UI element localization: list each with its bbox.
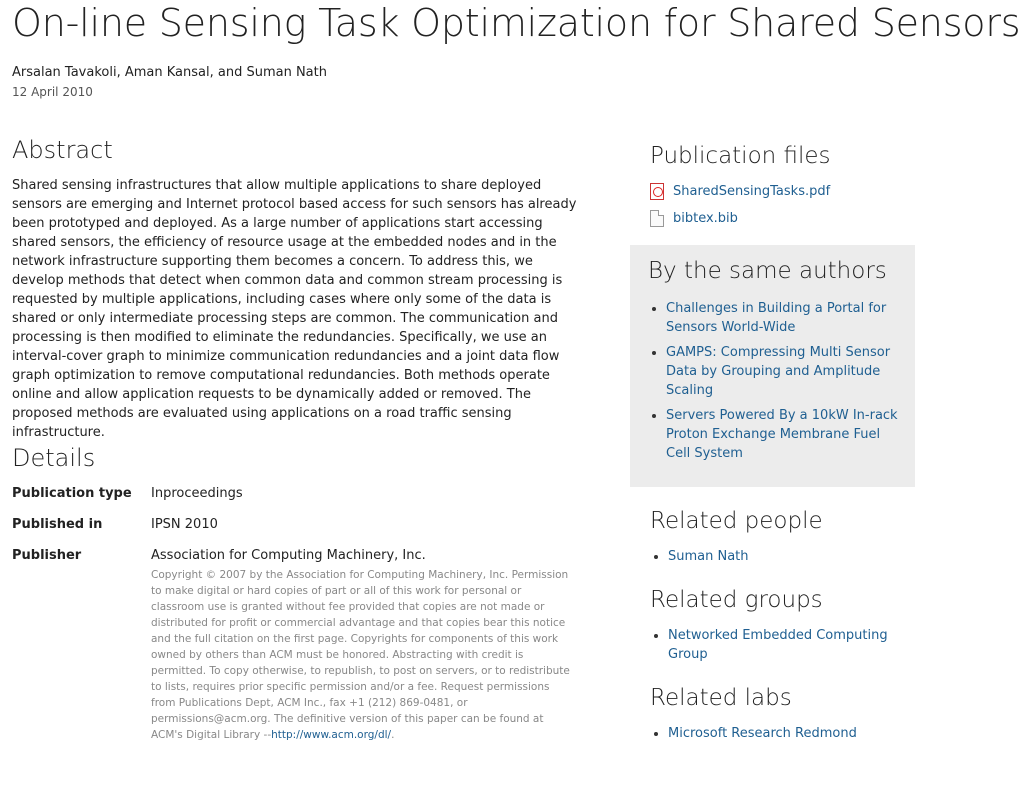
list-item (668, 724, 915, 743)
details-row-published-in (12, 515, 582, 534)
same-author-link[interactable]: GAMPS: Compressing Multi Sensor Data by Grouping and Amplitude Scaling (666, 345, 891, 398)
list-item (668, 547, 915, 566)
document-icon (650, 210, 664, 227)
list-item (668, 626, 915, 664)
details-row-type (12, 484, 582, 503)
details-label: Published in (12, 517, 103, 532)
main-content (12, 134, 582, 743)
copyright-notice (151, 567, 576, 743)
page-title: On-line Sensing Task Optimization for Shared Sensors (12, 1, 1020, 45)
publisher-name: Association for Computing Machinery, Inc. (151, 548, 426, 563)
details-value-publisher (151, 546, 582, 743)
copyright-text: Copyright © 2007 by the Association for Computing Machinery, Inc. Permission to make digital or hard copies of part or all of this work for personal or classroom use is granted without fee provided that copies are not made or distributed for profit or commercial advantage and that copies bear this notice and the full citation on the first page. Copyrights for components of this work owned by others than ACM must be honored. Abstracting with credit is permitted. To copy otherwise, to republish, to post on servers, or to redistribute to lists, requires prior specific permission and/or a fee. Request permissions from Publications Dept, ACM Inc., fax +1 (212) 869-0481, or permissions@acm.org. The definitive version of this paper can be found at ACM's Digital Library -- (151, 569, 570, 741)
related-labs-section (630, 682, 915, 743)
related-labs-heading: Related labs (650, 685, 792, 711)
related-person-link[interactable]: Suman Nath (668, 549, 749, 564)
details-value: IPSN 2010 (151, 517, 218, 532)
file-item (650, 182, 915, 201)
same-author-link[interactable]: Servers Powered By a 10kW In-rack Proton Exchange Membrane Fuel Cell System (666, 408, 898, 461)
file-item (650, 209, 915, 228)
related-people-heading: Related people (650, 508, 823, 534)
acm-dl-link[interactable]: http://www.acm.org/dl/ (271, 729, 392, 741)
related-people-list (650, 547, 915, 566)
related-people-section (630, 505, 915, 566)
same-authors-heading: By the same authors (648, 258, 887, 284)
related-group-link[interactable]: Networked Embedded Computing Group (668, 628, 888, 662)
details-row-publisher (12, 546, 582, 743)
related-labs-list (650, 724, 915, 743)
related-groups-heading: Related groups (650, 587, 823, 613)
sidebar (630, 140, 915, 749)
list-item (666, 299, 899, 337)
list-item (666, 343, 899, 400)
related-groups-section (630, 584, 915, 664)
publication-date: 12 April 2010 (12, 85, 93, 99)
list-item (666, 406, 899, 463)
same-authors-list (648, 299, 899, 463)
details-value: Inproceedings (151, 486, 243, 501)
pdf-icon (650, 183, 664, 200)
copyright-end: . (391, 729, 395, 741)
related-groups-list (650, 626, 915, 664)
details-label: Publisher (12, 548, 82, 563)
authors: Arsalan Tavakoli, Aman Kansal, and Suman Nath (12, 65, 327, 80)
same-author-link[interactable]: Challenges in Building a Portal for Sensors World-Wide (666, 301, 887, 335)
same-authors-panel (630, 245, 915, 487)
files-heading: Publication files (650, 143, 831, 169)
abstract-text: Shared sensing infrastructures that allow multiple applications to share deployed sensors are emerging and Internet protocol based access for such sensors has already been prototyped and deployed. As a large number of applications start accessing shared sensors, the efficiency of resource usage at the embedded nodes and in the network infrastructure supporting them becomes a concern. To address this, we develop methods that detect when common data and common stream processing is requested by multiple applications, including cases where only some of the data is shared or only intermediate processing steps are common. The communication and processing is then modified to eliminate the redundancies. Specifically, we use an interval-cover graph to minimize communication redundancies and a joint data flow graph optimization to remove computational redundancies. Both methods operate online and allow application requests to be dynamically added or removed. The proposed methods are evaluated using applications on a road traffic sensing infrastructure. (12, 178, 577, 440)
file-list (650, 182, 915, 228)
related-lab-link[interactable]: Microsoft Research Redmond (668, 726, 857, 741)
abstract-heading: Abstract (12, 136, 113, 164)
details-label: Publication type (12, 486, 132, 501)
file-link-bib[interactable]: bibtex.bib (673, 211, 738, 226)
details-heading: Details (12, 444, 96, 472)
file-link-pdf[interactable]: SharedSensingTasks.pdf (673, 184, 831, 199)
details-table (12, 484, 582, 743)
